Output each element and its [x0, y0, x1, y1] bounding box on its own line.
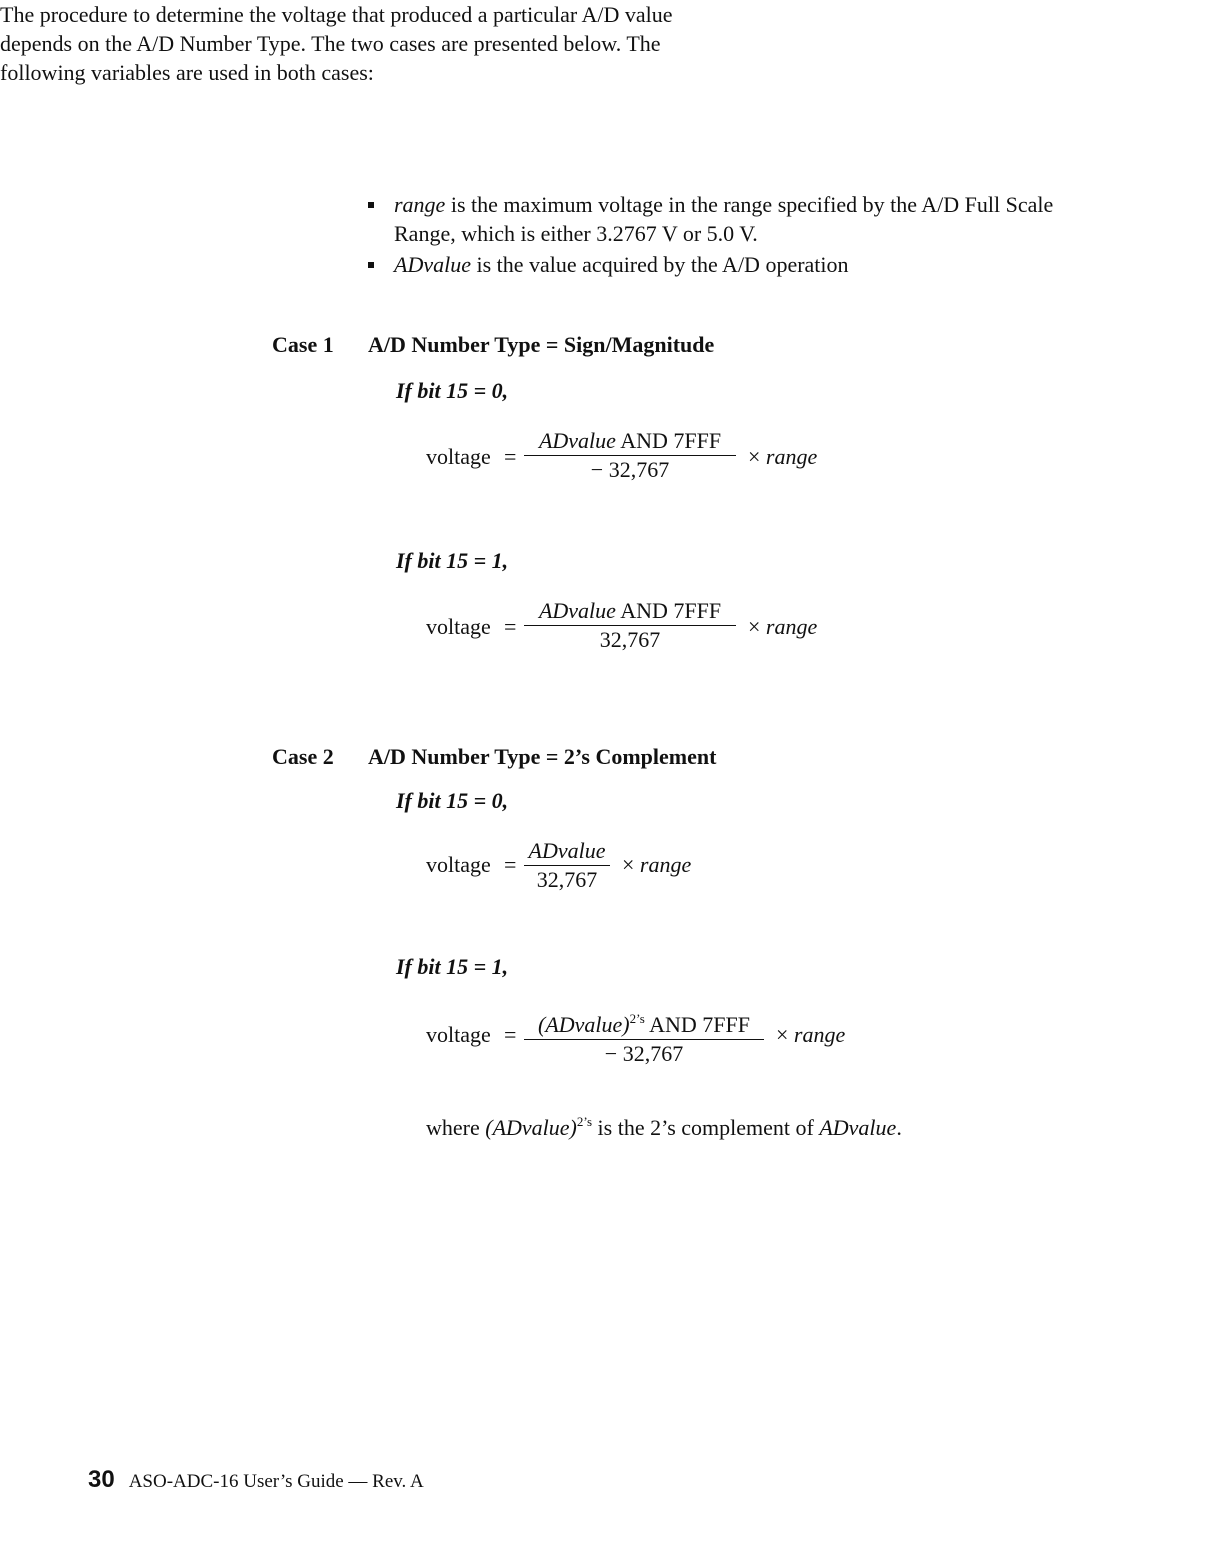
fraction-denominator: 32,767 [599, 627, 661, 652]
case2-label: Case 2 [272, 744, 334, 769]
times-sign: × range [776, 1022, 846, 1047]
equals-sign: = [504, 444, 517, 469]
fraction-bar [524, 865, 610, 866]
equation-lhs: voltage [426, 444, 491, 469]
bullet-text: is the value acquired by the A/D operation [470, 252, 849, 277]
fraction-numerator: ADvalue [528, 838, 606, 863]
equals-sign: = [504, 614, 517, 639]
fraction-numerator: ADvalue AND 7FFF [538, 598, 722, 623]
fraction-numerator: ADvalue AND 7FFF [538, 428, 722, 453]
case2-condition-bit1: If bit 15 = 1, [396, 954, 509, 979]
equation-lhs: voltage [426, 852, 491, 877]
bullet-square-icon [368, 262, 374, 268]
times-sign: × range [622, 852, 692, 877]
fraction-bar [524, 625, 736, 626]
intro-paragraph: The procedure to determine the voltage that produced a particular A/D value depends on the A/D Number Type. The two cases are presented below. The following variables are used in both cases: [0, 2, 673, 85]
times-sign: × range [748, 444, 818, 469]
case2-heading: A/D Number Type = 2’s Complement [368, 744, 717, 769]
case1-heading: A/D Number Type = Sign/Magnitude [368, 332, 715, 357]
fraction [524, 1006, 764, 1067]
equals-sign: = [504, 852, 517, 877]
fraction-bar [524, 455, 736, 456]
bullet-text: is the maximum voltage in the range specified by the A/D Full Scale Range, which is either 3.2767 V or 5.0 V. [394, 192, 1054, 246]
fraction [524, 598, 736, 653]
case2-condition-bit0: If bit 15 = 0, [396, 788, 509, 813]
complement-note: where (ADvalue)$^{2’s}$ is the 2’s complement of ADvalue. [426, 1114, 902, 1140]
fraction-bar [524, 1039, 764, 1040]
equals-sign: = [504, 1022, 517, 1047]
case1-condition-bit1: If bit 15 = 1, [396, 548, 509, 573]
bullet-range [368, 190, 1058, 248]
fraction-denominator: 32,767 [536, 867, 598, 892]
fraction-denominator: − 32,767 [590, 457, 670, 482]
fraction [524, 838, 610, 893]
bullet-term: range [394, 192, 446, 217]
footer-title: ASO-ADC-16 User’s Guide — Rev. A [128, 1471, 424, 1492]
fraction-numerator: (ADvalue)$^{2’s}$ AND 7FFF [538, 1011, 750, 1037]
page-number: 30 [88, 1466, 115, 1493]
times-sign: × range [748, 614, 818, 639]
fraction-denominator: − 32,767 [604, 1041, 684, 1066]
bullet-advalue [368, 250, 1058, 279]
case1-condition-bit0: If bit 15 = 0, [396, 378, 509, 403]
page-footer [88, 1466, 424, 1494]
bullet-square-icon [368, 202, 374, 208]
fraction [524, 428, 736, 483]
equation-lhs: voltage [426, 1022, 491, 1047]
case1-label: Case 1 [272, 332, 334, 357]
equation-lhs: voltage [426, 614, 491, 639]
bullet-term: ADvalue [394, 252, 471, 277]
